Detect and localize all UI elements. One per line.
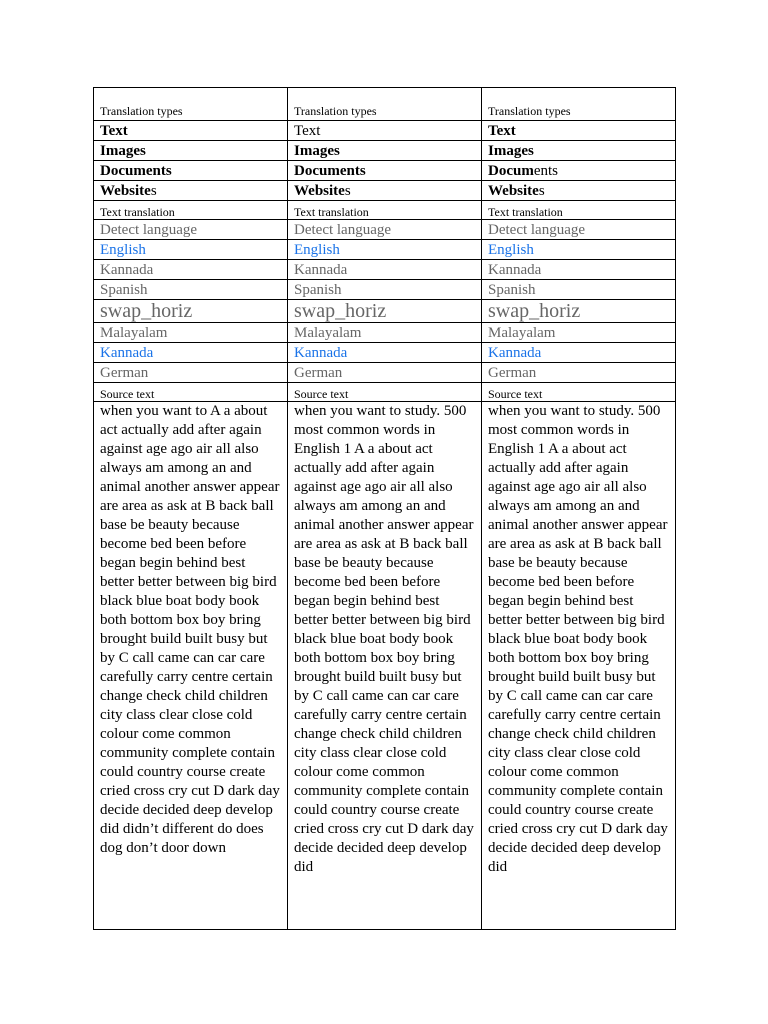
source-text-row [94, 402, 676, 930]
category-bold: Images [100, 143, 146, 159]
detect-language: Detect language [94, 220, 288, 240]
swap-horiz-icon: swap_horiz [94, 300, 288, 323]
category-row-documents [94, 161, 676, 181]
source-text-cell [288, 402, 482, 930]
category-bold: Website [100, 183, 151, 199]
category-rest: s [150, 183, 157, 199]
category-documents [288, 161, 482, 181]
source-lang-english: English [288, 240, 482, 260]
source-lang-spanish: Spanish [94, 280, 288, 300]
target-lang-malayalam: Malayalam [482, 323, 676, 343]
source-text: when you want to A a about act actually add after again against age ago air all also always am among an and animal another answer appear are area as ask at B back ball base be beauty because become bed been before began begin behind best better better between big bird black blue boat body book both bottom box boy bring brought build built busy but by C call came can car care carefully carry centre certain change check child children city class clear close cold colour come common community complete contain could country course create cried cross cry cut D dark day decide decided deep develop did didn’t different do does dog don’t door down [100, 403, 280, 856]
text-translation-row [94, 201, 676, 220]
header-cell: Translation types [482, 88, 676, 121]
source-lang-english: English [482, 240, 676, 260]
translation-table [93, 87, 676, 930]
category-websites [94, 181, 288, 201]
category-documents [482, 161, 676, 181]
text-translation-label: Text translation [94, 201, 288, 220]
header-cell: Translation types [288, 88, 482, 121]
category-bold: Website [488, 183, 539, 199]
source-text-label-row [94, 383, 676, 402]
header-cell: Translation types [94, 88, 288, 121]
source-lang-spanish: Spanish [288, 280, 482, 300]
source-lang-english-row [94, 240, 676, 260]
source-lang-english: English [94, 240, 288, 260]
category-images [482, 141, 676, 161]
target-lang-german-row [94, 363, 676, 383]
swap-horiz-icon: swap_horiz [482, 300, 676, 323]
target-lang-malayalam: Malayalam [288, 323, 482, 343]
category-bold: Docum [488, 163, 534, 179]
category-text [482, 121, 676, 141]
category-images [94, 141, 288, 161]
source-lang-kannada: Kannada [482, 260, 676, 280]
category-rest: s [538, 183, 545, 199]
category-bold: Text [488, 123, 516, 139]
target-lang-german: German [482, 363, 676, 383]
target-lang-malayalam: Malayalam [94, 323, 288, 343]
category-bold: Documents [100, 163, 172, 179]
detect-language: Detect language [288, 220, 482, 240]
target-lang-malayalam-row [94, 323, 676, 343]
target-lang-kannada: Kannada [482, 343, 676, 363]
category-bold: Text [100, 123, 128, 139]
source-lang-kannada: Kannada [94, 260, 288, 280]
source-lang-kannada: Kannada [288, 260, 482, 280]
source-text-cell [482, 402, 676, 930]
category-rest: Text [294, 123, 321, 139]
category-row-websites [94, 181, 676, 201]
source-lang-kannada-row [94, 260, 676, 280]
category-bold: Images [488, 143, 534, 159]
text-translation-label: Text translation [482, 201, 676, 220]
detect-language-row [94, 220, 676, 240]
category-websites [288, 181, 482, 201]
swap-horiz-icon: swap_horiz [288, 300, 482, 323]
source-text: when you want to study. 500 most common words in English 1 A a about act actually add after again against age ago air all also always am among an and animal another answer appear are area as ask at B back ball base be beauty because become bed been before began begin behind best better better between big bird black blue boat body book both bottom box boy bring brought build built busy but by C call came can car care carefully carry centre certain change check child children city class clear close cold colour come common community complete contain could country course create cried cross cry cut D dark day decide decided deep develop did [294, 403, 474, 875]
source-lang-spanish: Spanish [482, 280, 676, 300]
source-lang-spanish-row [94, 280, 676, 300]
category-bold: Website [294, 183, 345, 199]
category-rest: s [344, 183, 351, 199]
target-lang-kannada: Kannada [94, 343, 288, 363]
category-row-text [94, 121, 676, 141]
category-rest: ents [533, 163, 558, 179]
category-text [288, 121, 482, 141]
category-text [94, 121, 288, 141]
category-images [288, 141, 482, 161]
target-lang-german: German [288, 363, 482, 383]
category-bold: Documents [294, 163, 366, 179]
source-text: when you want to study. 500 most common words in English 1 A a about act actually add after again against age ago air all also always am among an and animal another answer appear are area as ask at B back ball base be beauty because become bed been before began begin behind best better better between big bird black blue boat body book both bottom box boy bring brought build built busy but by C call came can car care carefully carry centre certain change check child children city class clear close cold colour come common community complete contain could country course create cried cross cry cut D dark day decide decided deep develop did [488, 403, 668, 875]
target-lang-kannada: Kannada [288, 343, 482, 363]
target-lang-kannada-row [94, 343, 676, 363]
detect-language: Detect language [482, 220, 676, 240]
swap-row [94, 300, 676, 323]
source-text-label: Source text [94, 383, 288, 402]
category-row-images [94, 141, 676, 161]
text-translation-label: Text translation [288, 201, 482, 220]
header-row [94, 88, 676, 121]
category-websites [482, 181, 676, 201]
source-text-label: Source text [288, 383, 482, 402]
target-lang-german: German [94, 363, 288, 383]
source-text-cell [94, 402, 288, 930]
source-text-label: Source text [482, 383, 676, 402]
category-bold: Images [294, 143, 340, 159]
category-documents [94, 161, 288, 181]
